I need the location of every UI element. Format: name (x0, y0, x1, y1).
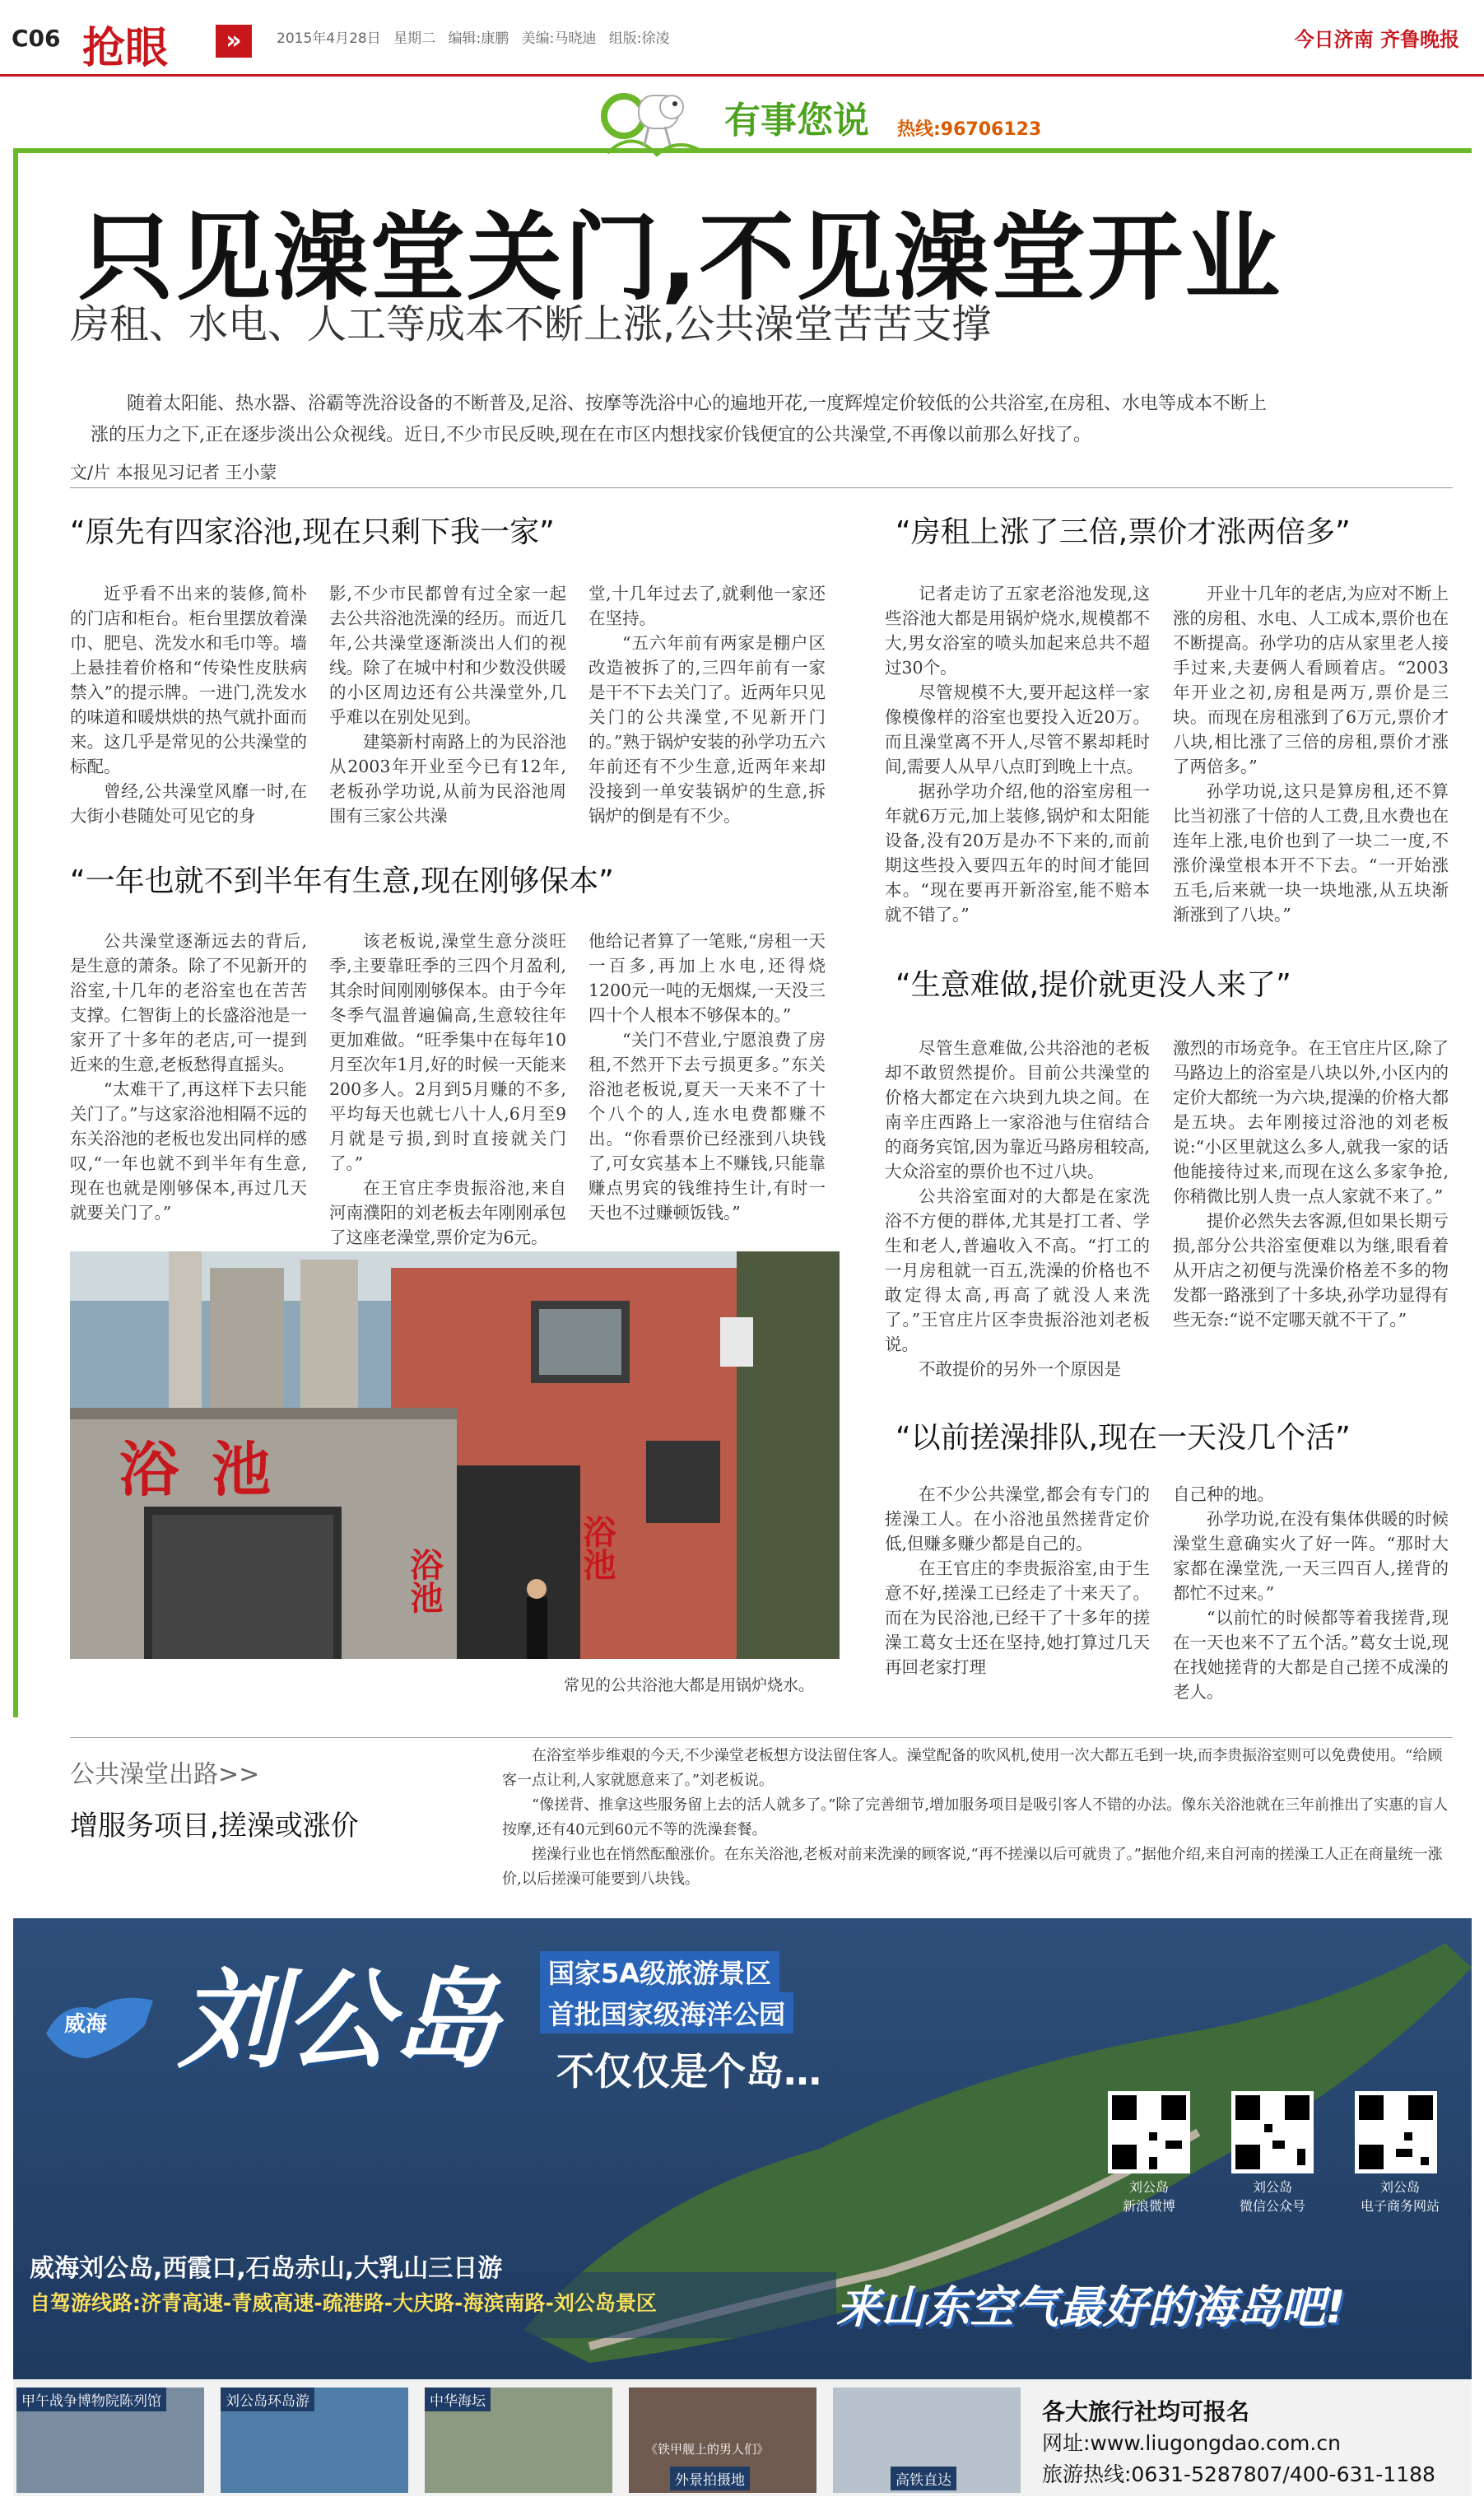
section-3-col-2 (1173, 581, 1449, 927)
section-3-col-1 (885, 581, 1150, 927)
paragraph: “太难干了,再这样下去只能关门了。”与这家浴池相隔不远的东关浴池的老板也发出同样的感叹,“一年也就不到半年有生意,现在也就是刚够保本,再过几天就要关门了。” (70, 1079, 307, 1223)
paragraph: “关门不营业,宁愿浪费了房租,不然开下去亏损更多。”东关浴池老板说,夏天一天来不了十个八个的人,连水电费都赚不出。“你看票价已经涨到八块钱了,可女宾基本上不赚钱,只能靠赚点男宾的钱维持生计,有时一天也不过赚顿饭钱。” (588, 1030, 826, 1223)
column-border (13, 153, 18, 1717)
lead-paragraph: 随着太阳能、热水器、浴霸等洗浴设备的不断普及,足浴、按摩等洗浴中心的遍地开花,一度辉煌定价较低的公共浴室,在房租、水电等成本不断上涨的压力之下,正在逐步淡出公众视线。近日,不少市民反映,现在在市区内想找家价钱便宜的公共澡堂,不再像以前那么好找了。 (91, 394, 1267, 445)
paragraph: 他给记者算了一笔账,“房租一天一百多,再加上水电,还得烧1200元一吨的无烟煤,一天没三四十个人根本不够保本的。” (588, 931, 826, 1025)
paragraph: 自己种的地。 (1173, 1484, 1274, 1504)
paragraph: 据孙学功介绍,他的浴室房租一年就6万元,加上装修,锅炉和太阳能设备,没有20万是办不下来的,而前期这些投入要四五年的时间才能回本。“现在要再开新浴室,能不赔本就不错了。” (885, 781, 1150, 925)
exit-body (502, 1744, 1449, 1892)
ad-website[interactable]: 网址:www.liugongdao.com.cn (1042, 2431, 1341, 2455)
paragraph: 尽管生意难做,公共浴池的老板却不敢贸然提价。目前公共澡堂的价格大都定在六块到九块之间。在南辛庄西路上一家浴池与住宿结合的商务宾馆,因为靠近马路房租较高,大众浴室的票价也不过八块。 (885, 1038, 1150, 1181)
section-title-2: “一年也就不到半年有生意,现在刚够保本” (70, 864, 614, 898)
ad-qr-group (1108, 2091, 1462, 2214)
subheadline: 房租、水电、人工等成本不断上涨,公共澡堂苦苦支撑 (70, 301, 992, 347)
qr-code-icon (1108, 2091, 1190, 2173)
paragraph: “以前忙的时候都等着我搓背,现在一天也来不了五个活。”葛女士说,现在找她搓背的大都是自己搓不成澡的老人。 (1173, 1608, 1449, 1702)
paragraph: 激烈的市场竞争。在王官庄片区,除了马路边上的浴室是八块以外,小区内的定价大都统一为六块,提澡的价格大都是五块。去年刚接过浴池的刘老板说:“小区里就这么多人,就我一家的话他能接待过来,而现在这么多家争抢,你稍微比别人贵一点人家就不来了。” (1173, 1038, 1449, 1206)
paragraph: 公共浴室面对的大都是在家洗浴不方便的群体,尤其是打工者、学生和老人,普遍收入不高。“打工的一月房租就一百五,洗澡的价格也不敢定得太高,再高了就没人来洗了。”王官庄片区李贵振浴池刘老板说。 (885, 1186, 1150, 1354)
paragraph: “像搓背、推拿这些服务留上去的活人就多了。”除了完善细节,增加服务项目是吸引客人不错的办法。像东关浴池就在三年前推出了实惠的盲人按摩,还有40元到60元不等的洗澡套餐。 (502, 1796, 1449, 1838)
ad-map-label: 威海 (64, 2012, 108, 2037)
thumb-altar[interactable] (425, 2388, 612, 2493)
photo-caption: 常见的公共浴池大都是用锅炉烧水。 (564, 1676, 815, 1694)
qr-label-line2: 电子商务网站 (1360, 2198, 1440, 2214)
section-1-col-2 (329, 581, 566, 828)
section-5-col-2 (1173, 1482, 1449, 1704)
thumb-label: 高铁直达 (891, 2467, 956, 2490)
paragraph: 该老板说,澡堂生意分淡旺季,主要靠旺季的三四个月盈利,其余时间刚刚够保本。由于今年冬季气温普遍偏高,生意较往年更加难做。“旺季集中在每年10月至次年1月,好的时候一天能来200多人。2月到5月赚的不多,平均每天也就七八十人,6月至9月就是亏损,到时直接就关门了。” (329, 931, 566, 1173)
paragraph: 建築新村南路上的为民浴池从2003年开业至今已有12年,老板孙学功说,从前为民浴池周围有三家公共澡 (329, 732, 566, 826)
telephone-icon (599, 79, 706, 161)
thumb-label: 中华海坛 (425, 2388, 491, 2411)
thumb-sub: 《铁甲舰上的男人们》 (645, 2442, 770, 2457)
paragraph: 在不少公共澡堂,都会有专门的搓澡工人。在小浴池虽然搓背定价低,但赚多赚少都是自己的。 (885, 1484, 1150, 1554)
section-title-1: “原先有四家浴池,现在只剩下我一家” (70, 515, 555, 549)
section-title-3: “房租上涨了三倍,票价才涨两倍多” (896, 515, 1351, 549)
byline-rule (70, 487, 1453, 488)
sign-text-side-2: 浴池 (578, 1515, 616, 1581)
paragraph: 孙学功说,在没有集体供暖的时候澡堂生意确实火了好一阵。“那时大家都在澡堂洗,一天三四百人,搓背的都忙不过来。” (1173, 1509, 1449, 1603)
thumb-filming[interactable] (629, 2388, 816, 2493)
thumb-boat[interactable] (221, 2388, 408, 2493)
paragraph: 提价必然失去客源,但如果长期亏损,部分公共浴室便难以为继,眼看着从开店之初便与洗澡价格差不多的物发都一路涨到了十多块,孙学功显得有些无奈:“说不定哪天就不干了。” (1173, 1211, 1449, 1330)
column-hotline: 热线:96706123 (897, 119, 1042, 140)
ad-hotline: 旅游热线:0631-5287807/400-631-1188 (1042, 2462, 1435, 2486)
ad-badge-2: 首批国家级海洋公园 (540, 1992, 793, 2033)
paragraph: 曾经,公共澡堂风靡一时,在大街小巷随处可见它的身 (70, 781, 307, 826)
ad-badge-1: 国家5A级旅游景区 (540, 1951, 779, 1992)
qr-label-line1: 刘公岛 (1128, 2179, 1169, 2195)
section-title: 抢眼 (82, 24, 169, 73)
thumb-label: 甲午战争博物院陈列馆 (16, 2388, 166, 2411)
page-number: C06 (12, 25, 61, 52)
ad-big-slogan: 来山东空气最好的海岛吧! (836, 2281, 1346, 2333)
thumb-museum[interactable] (16, 2388, 204, 2493)
thumb-label: 刘公岛环岛游 (221, 2388, 314, 2411)
sign-text: 浴池 (119, 1435, 305, 1504)
qr-code-icon (1355, 2091, 1437, 2173)
exit-title: 增服务项目,搓澡或涨价 (70, 1810, 359, 1842)
qr-weibo[interactable] (1108, 2091, 1198, 2215)
section-title-5: “以前搓澡排队,现在一天没几个活” (896, 1421, 1351, 1455)
paragraph: 开业十几年的老店,为应对不断上涨的房租、水电、人工成本,票价也在不断提高。孙学功的店从家里老人接手过来,夫妻俩人看顾着店。“2003年开业之初,房租是两万,票价是三块。而现在房租涨到了6万元,票价才八块,相比涨了三倍的房租,票价才涨了两倍多。” (1173, 584, 1449, 776)
newspaper-name: 今日济南 齐鲁晚报 (1294, 27, 1459, 51)
section-1-col-1 (70, 581, 307, 828)
qr-label-line2: 微信公众号 (1239, 2198, 1305, 2214)
qr-label-line1: 刘公岛 (1252, 2179, 1292, 2195)
paragraph: 不敢提价的另外一个原因是 (919, 1359, 1121, 1379)
section-2-col-2 (329, 929, 566, 1250)
column-rule (13, 148, 1472, 153)
paragraph: 孙学功说,这只是算房租,还不算比当初涨了十倍的人工费,且水费也在连年上涨,电价也到了一块二一度,不涨价澡堂根本开不下去。“一开始涨五毛,后来就一块一块地涨,从五块渐渐涨到了八块。” (1173, 781, 1449, 925)
qr-label-line2: 新浪微博 (1122, 2198, 1175, 2214)
column-name: 有事您说 (724, 100, 869, 142)
thumb-label: 外景拍摄地 (670, 2467, 750, 2490)
qr-shop[interactable] (1355, 2091, 1454, 2215)
section-2-col-3 (588, 929, 826, 1225)
paragraph: 影,不少市民都曾有过全家一起去公共浴池洗澡的经历。而近几年,公共澡堂逐渐淡出人们的视线。除了在城中村和少数没供暖的小区周边还有公共澡堂外,几乎难以在别处见到。 (329, 584, 566, 727)
paragraph: 在王官庄的李贵振浴室,由于生意不好,搓澡工已经走了十来天了。而在为民浴池,已经干了十多年的搓澡工葛女士还在坚持,她打算过几天再回老家打理 (885, 1558, 1150, 1677)
exit-rule (70, 1737, 1453, 1738)
byline: 文/片 本报见习记者 王小蒙 (70, 463, 277, 482)
paragraph: 公共澡堂逐渐远去的背后,是生意的萧条。除了不见新开的浴室,十几年的老浴室也在苦苦支撑。仁智街上的长盛浴池是一家开了十多年的老店,可一提到近来的生意,老板愁得直摇头。 (70, 931, 307, 1074)
paragraph: 在浴室举步维艰的今天,不少澡堂老板想方设法留住客人。澡堂配备的吹风机,使用一次大都五毛到一块,而李贵振浴室则可以免费使用。“给顾客一点让利,人家就愿意来了。”刘老板说。 (502, 1747, 1443, 1789)
ad-route: 自驾游线路:济青高速-青威高速-疏港路-大庆路-海滨南路-刘公岛景区 (30, 2291, 657, 2315)
paragraph: “五六年前有两家是棚户区改造被拆了的,三四年前有一家是干不下去关门了。近两年只见关门的公共澡堂,不见新开门的。”熟于锅炉安装的孙学功五六年前还有不少生意,近两年来却没接到一单安装锅炉的生意,拆锅炉的倒是有不少。 (588, 633, 826, 826)
paragraph: 在王官庄李贵振浴池,来自河南濮阳的刘老板去年刚刚承包了这座老澡堂,票价定为6元。 (329, 1178, 566, 1247)
qr-label-line1: 刘公岛 (1379, 2179, 1420, 2195)
section-arrow-icon: » (216, 25, 252, 58)
section-title-4: “生意难做,提价就更没人来了” (896, 968, 1291, 1002)
page-meta: 2015年4月28日 星期二 编辑:康鹏 美编:马晓迪 组版:徐凌 (277, 30, 670, 47)
section-2-col-1 (70, 929, 307, 1225)
ad-tour: 威海刘公岛,西霞口,石岛赤山,大乳山三日游 (30, 2254, 503, 2283)
ad-slogan: 不仅仅是个岛… (556, 2049, 821, 2094)
thumb-train[interactable] (833, 2388, 1021, 2493)
sign-text-side: 浴池 (405, 1548, 443, 1614)
paragraph: 近乎看不出来的装修,简朴的门店和柜台。柜台里摆放着澡巾、肥皂、洗发水和毛巾等。墙上悬挂着价格和“传染性皮肤病禁入”的提示牌。一进门,洗发水的味道和暖烘烘的热气就扑面而来。这几乎是常见的公共澡堂的标配。 (70, 584, 307, 776)
ad-agency: 各大旅行社均可报名 (1042, 2398, 1250, 2425)
bathhouse-photo (70, 1251, 840, 1659)
section-5-col-1 (885, 1482, 1150, 1679)
qr-wechat[interactable] (1231, 2091, 1322, 2215)
paragraph: 记者走访了五家老浴池发现,这些浴池大都是用锅炉烧水,规模都不大,男女浴室的喷头加起来总共不超过30个。 (885, 584, 1150, 678)
exit-tag: 公共澡堂出路>> (70, 1760, 260, 1789)
ad-title: 刘公岛 (178, 1957, 500, 2083)
section-4-col-2 (1173, 1036, 1449, 1332)
section-1-col-3 (588, 581, 826, 828)
paragraph: 搓澡行业也在悄然酝酿涨价。在东关浴池,老板对前来洗澡的顾客说,“再不搓澡以后可就贵了。”据他介绍,来自河南的搓澡工人正在商量统一涨价,以后搓澡可能要到八块钱。 (502, 1846, 1443, 1888)
qr-code-icon (1231, 2091, 1314, 2173)
paragraph: 尽管规模不大,要开起这样一家像模像样的浴室也要投入近20万。而且澡堂离不开人,尽管不累却耗时间,需要人从早八点盯到晚上十点。 (885, 682, 1150, 776)
paragraph: 堂,十几年过去了,就剩他一家还在坚持。 (588, 584, 826, 628)
liugongdao-advertisement[interactable] (13, 1918, 1472, 2496)
section-4-col-1 (885, 1036, 1150, 1381)
headline: 只见澡堂关门,不见澡堂开业 (78, 203, 1282, 314)
